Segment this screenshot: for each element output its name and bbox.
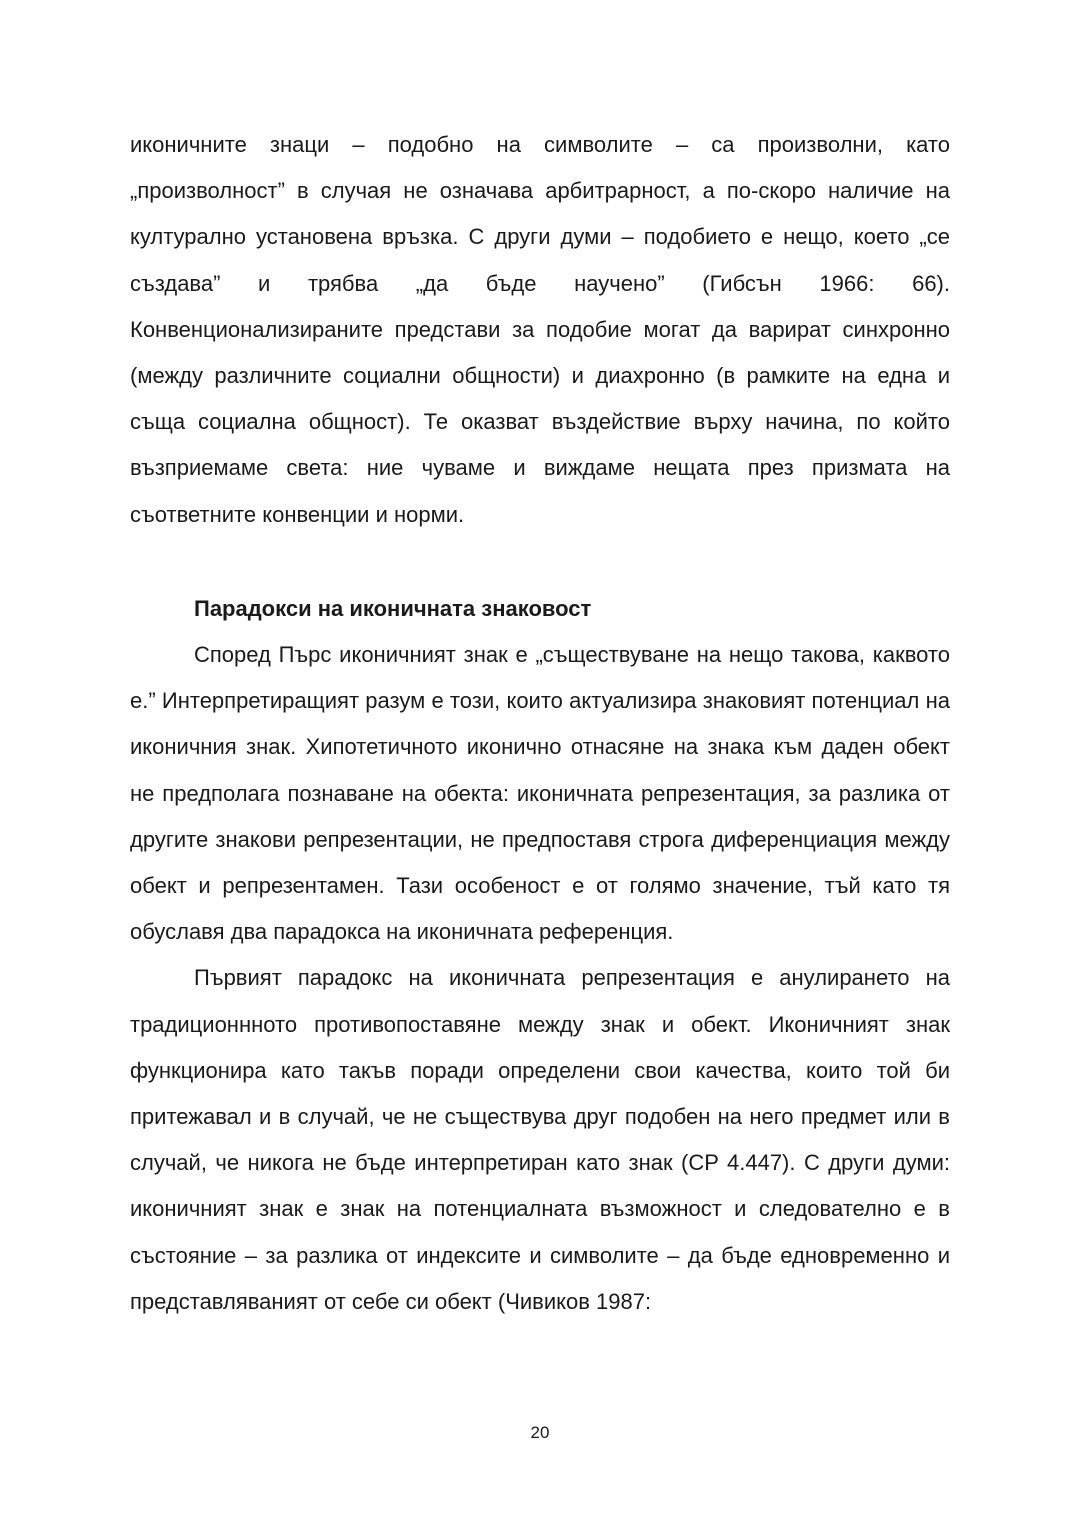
page-number: 20 xyxy=(530,1423,550,1442)
body-paragraph: Според Пърс иконичният знак е „съществуване на нещо такова, каквото е.” Интерпретиращият разум е този, които актуализира знаковият потенциал на иконичния знак. Хипотетичното иконично отнасяне на знака към даден обект не предполага познаване на обекта: иконичната репрезентация, за разлика от другите знакови репрезентации, не предпоставя строга диференциация между обект и репрезентамен. Тази особеност е от голямо значение, тъй като тя обуславя два парадокса на иконичната референция. xyxy=(130,642,950,945)
body-paragraph: Първият парадокс на иконичната репрезентация е анулирането на традиционнното противопоставяне между знак и обект. Иконичният знак функционира като такъв поради определени свои качества, които той би притежавал и в случай, че не съществува друг подобен на него предмет или в случай, че никога не бъде интерпретиран като знак (CP 4.447). С други думи: иконичният знак е знак на потенциалната възможност и следователно е в състояние – за разлика от индексите и символите – да бъде едновременно и представляваният от себе си обект (Чивиков 1987: xyxy=(130,965,950,1314)
body-paragraph: иконичните знаци – подобно на символите – са произволни, като „произволност” в случая не означава арбитрарност, а по-скоро наличие на културално установена връзка. С други думи – подобието е нещо, което „се създава” и трябва „да бъде научено” (Гибсън 1966: 66). Конвенционализираните представи за подобие могат да варират синхронно (между различните социални общности) и диахронно (в рамките на една и съща социална общност). Те оказват въздействие върху начина, по който възприемаме света: ние чуваме и виждаме нещата през призмата на съответните конвенции и норми. xyxy=(130,132,950,527)
document-page xyxy=(130,122,950,1325)
section-heading: Парадокси на иконичната знаковост xyxy=(194,595,592,621)
